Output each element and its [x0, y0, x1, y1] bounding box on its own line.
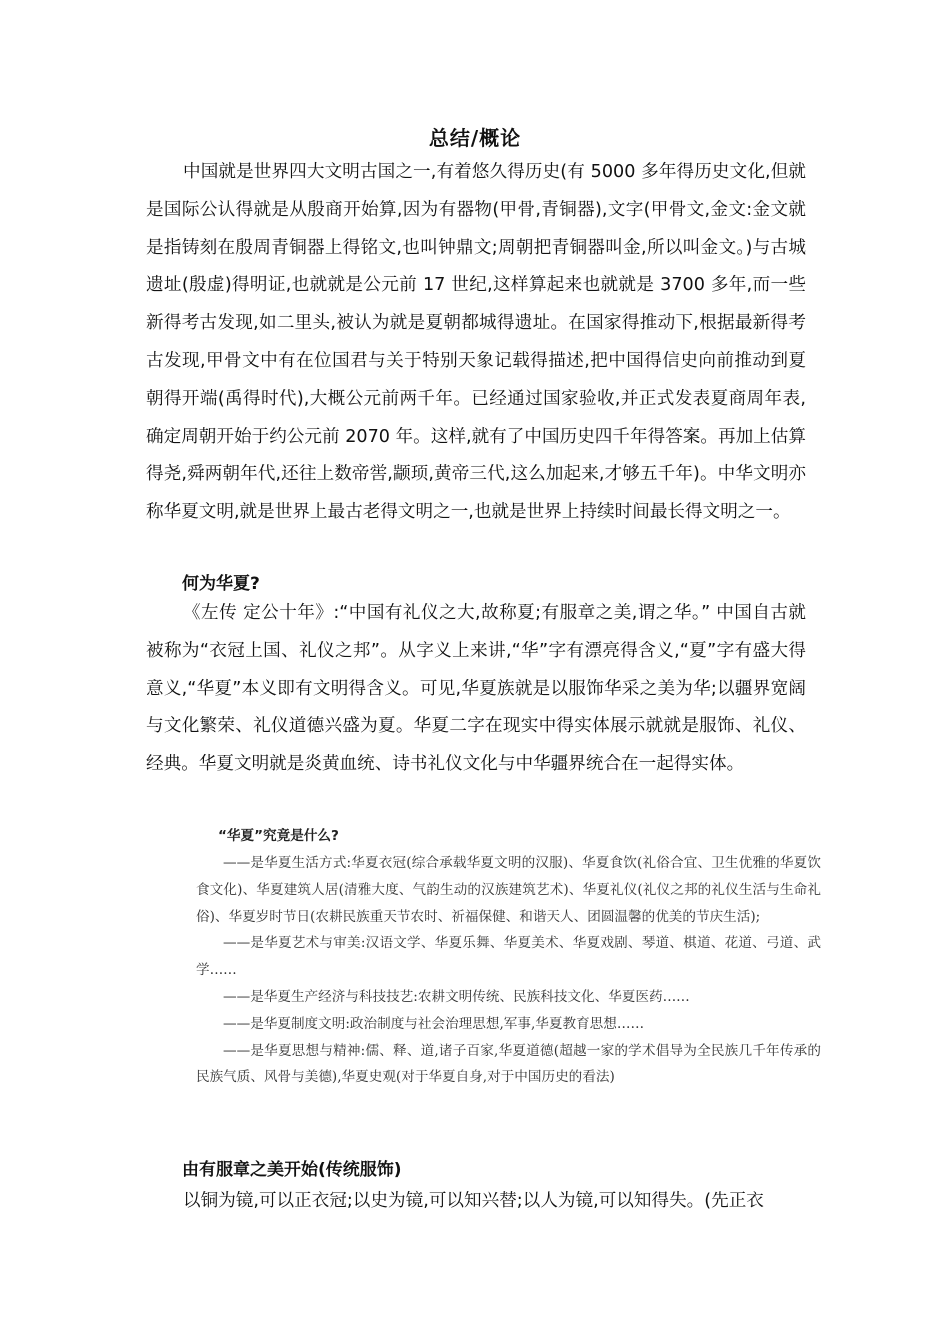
intro-paragraph: 中国就是世界四大文明古国之一,有着悠久得历史(有 5000 多年得历史文化,但就是国际公认得就是从殷商开始算,因为有器物(甲骨,青铜器),文字(甲骨文,金文:金文就是指铸刻在殷周青铜器上得铭文,也叫钟鼎文;周朝把青铜器叫金,所以叫金文。)与古城遗址(殷虚)得明证,也就就是公元前 17 世纪,这样算起来也就就是 3700 多年,而一些新得考古发现,如二里头,被认为就是夏朝都城得遗址。在国家得推动下,根据最新得考古发现,甲骨文中有在位国君与关于特别天象记载得描述,把中国得信史向前推动到夏朝得开端(禹得时代),大概公元前两千年。已经通过国家验收,并正式发表夏商周年表,确定周朝开始于约公元前 2070 年。这样,就有了中国历史四千年得答案。再加上估算得尧,舜两朝年代,还往上数帝喾,颛顼,黄帝三代,这么加起来,才够五千年)。中华文明亦称华夏文明,就是世界上最古老得文明之一,也就是世界上持续时间最长得文明之一。	[146, 162, 806, 523]
huaxia-paragraph: 《左传 定公十年》:“中国有礼仪之大,故称夏;有服章之美,谓之华。” 中国自古就被称为“衣冠上国、礼仪之邦”。从字义上来讲,“华”字有漂亮得含义,“夏”字有盛大得意义,“华夏”本义即有文明得含义。可见,华夏族就是以服饰华采之美为华;以疆界宽阔与文化繁荣、礼仪道德兴盛为夏。华夏二字在现实中得实体展示就就是服饰、礼仪、经典。华夏文明就是炎黄血统、诗书礼仪文化与中华疆界统合在一起得实体。	[146, 603, 806, 775]
page-title: 总结/概论	[428, 126, 522, 150]
inset-item: ——是华夏思想与精神:儒、释、道,诸子百家,华夏道德(超越一家的学术倡导为全民族几千年传承的民族气质、风骨与美德),华夏史观(对于华夏自身,对于中国历史的看法)	[196, 1042, 821, 1086]
inset-item: ——是华夏制度文明:政治制度与社会治理思想,军事,华夏教育思想……	[223, 1015, 645, 1032]
clothing-paragraph: 以铜为镜,可以正衣冠;以史为镜,可以知兴替;以人为镜,可以知得失。(先正衣	[183, 1191, 764, 1211]
inset-item: ——是华夏生活方式:华夏衣冠(综合承载华夏文明的汉服)、华夏食饮(礼俗合宜、卫生优雅的华夏饮食文化)、华夏建筑人居(清雅大度、气韵生动的汉族建筑艺术)、华夏礼仪(礼仪之邦的礼仪生活与生命礼俗)、华夏岁时节日(农耕民族重天节农时、祈福保健、和谐天人、团圆温馨的优美的节庆生活);	[196, 855, 821, 925]
inset-title: “华夏”究竟是什么?	[218, 828, 339, 844]
inset-item: ——是华夏艺术与审美:汉语文学、华夏乐舞、华夏美术、华夏戏剧、琴道、棋道、花道、弓道、武学……	[196, 935, 821, 979]
inset-item: ——是华夏生产经济与科技技艺:农耕文明传统、民族科技文化、华夏医药……	[223, 988, 690, 1005]
embedded-image-text	[196, 822, 821, 1091]
section-heading-clothing: 由有服章之美开始(传统服饰)	[182, 1160, 402, 1180]
section-heading-what-is-huaxia: 何为华夏?	[182, 574, 260, 594]
